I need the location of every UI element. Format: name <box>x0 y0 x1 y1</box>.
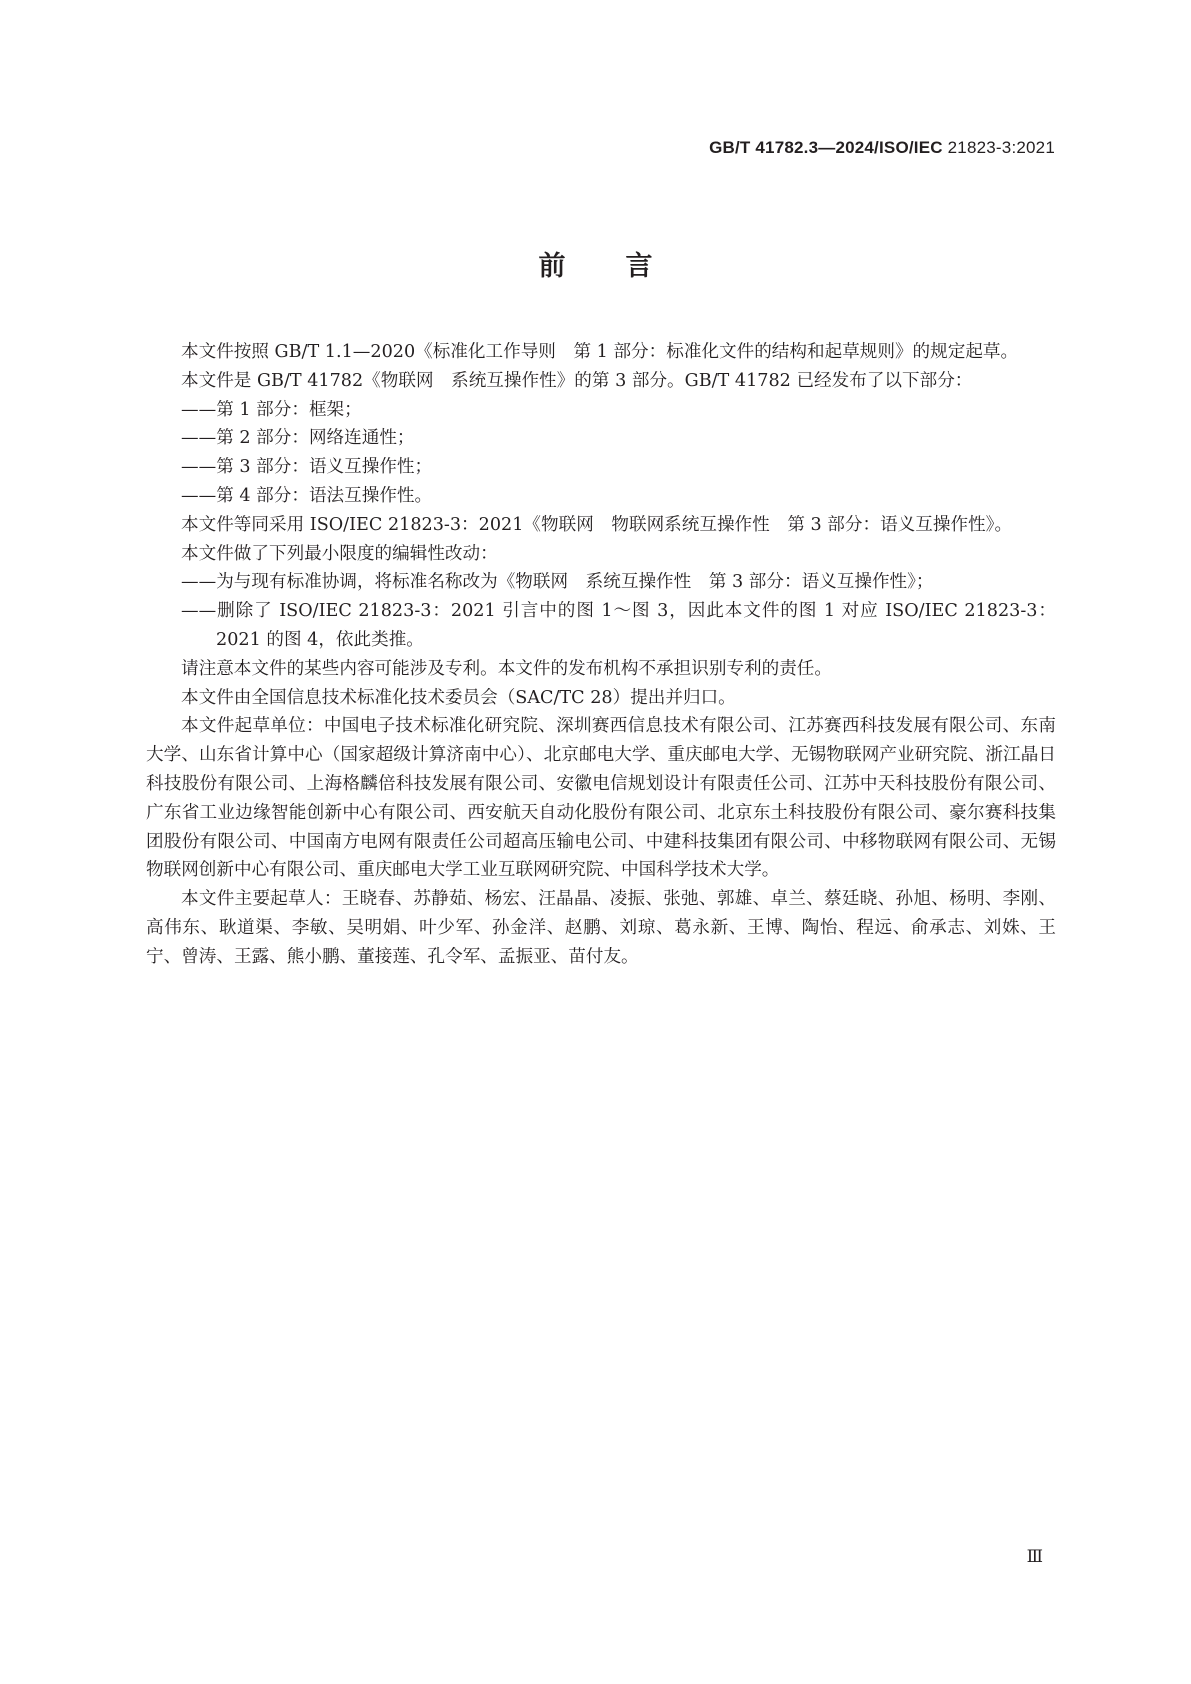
paragraph-identical-adoption: 本文件等同采用 ISO/IEC 21823-3：2021《物联网 物联网系统互操作性 第 3 部分：语义互操作性》。 <box>181 514 1013 535</box>
document-code <box>709 138 1055 158</box>
paragraph-drafters: 本文件主要起草人：王晓春、苏静茹、杨宏、汪晶晶、凌振、张弛、郭雄、卓兰、蔡廷晓、孙旭、杨明、李刚、高伟东、耿道渠、李敏、吴明娟、叶少军、孙金洋、赵鹏、刘琼、葛永新、王博、陶怡、程远、俞承志、刘姝、王宁、曾涛、王露、熊小鹏、董接莲、孔令军、孟振亚、苗付友。 <box>146 889 1056 967</box>
document-code-main: GB/T 41782.3—2024/ISO/IEC <box>709 138 943 157</box>
list-item-part-1: ——第 1 部分：框架； <box>181 399 362 420</box>
paragraph-drafting-rules: 本文件按照 GB/T 1.1—2020《标准化工作导则 第 1 部分：标准化文件的结构和起草规则》的规定起草。 <box>181 342 1019 362</box>
foreword-body <box>146 338 1056 972</box>
paragraph-drafting-organizations: 本文件起草单位：中国电子技术标准化研究院、深圳赛西信息技术有限公司、江苏赛西科技发展有限公司、东南大学、山东省计算中心（国家超级计算济南中心）、北京邮电大学、重庆邮电大学、无锡物联网产业研究院、浙江晶日科技股份有限公司、上海格麟倍科技发展有限公司、安徽电信规划设计有限责任公司、江苏中天科技股份有限公司、广东省工业边缘智能创新中心有限公司、西安航天自动化股份有限公司、北京东土科技股份有限公司、豪尔赛科技集团股份有限公司、中国南方电网有限责任公司超高压输电公司、中建科技集团有限公司、中移物联网有限公司、无锡物联网创新中心有限公司、重庆邮电大学工业互联网研究院、中国科学技术大学。 <box>146 716 1056 881</box>
list-item-title-change: ——为与现有标准协调，将标准名称改为《物联网 系统互操作性 第 3 部分：语义互操作性》； <box>181 572 934 593</box>
list-item-figures-removed: ——删除了 ISO/IEC 21823-3：2021 引言中的图 1～图 3，因此本文件的图 1 对应 ISO/IEC 21823-3：2021 的图 4，依此类推。 <box>181 601 1056 650</box>
list-item-part-2: ——第 2 部分：网络连通性； <box>181 428 415 449</box>
paragraph-committee: 本文件由全国信息技术标准化技术委员会（SAC/TC 28）提出并归口。 <box>181 687 736 708</box>
paragraph-editorial-changes: 本文件做了下列最小限度的编辑性改动： <box>181 543 498 564</box>
page-number: Ⅲ <box>1026 1547 1043 1567</box>
document-code-iso-year: 21823-3:2021 <box>942 138 1055 157</box>
page-title: 前言 <box>538 251 713 282</box>
paragraph-series-parts: 本文件是 GB/T 41782《物联网 系统互操作性》的第 3 部分。GB/T 41782 已经发布了以下部分： <box>181 370 973 391</box>
list-item-part-4: ——第 4 部分：语法互操作性。 <box>181 485 433 506</box>
list-item-part-3: ——第 3 部分：语义互操作性； <box>181 457 433 478</box>
paragraph-patent-notice: 请注意本文件的某些内容可能涉及专利。本文件的发布机构不承担识别专利的责任。 <box>181 658 832 679</box>
